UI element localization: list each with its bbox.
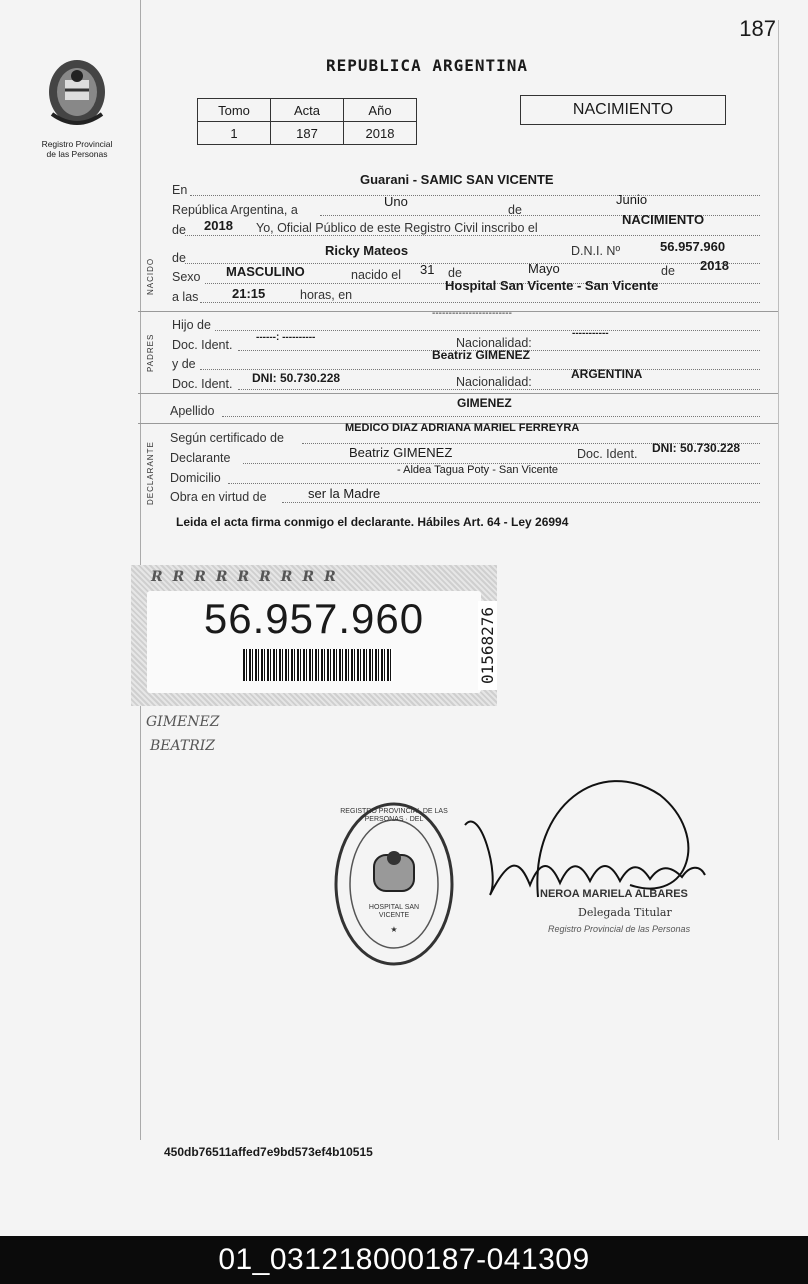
domicilio-label: Domicilio (170, 471, 221, 485)
horas-label: horas, en (300, 288, 353, 302)
father-doc-label: Doc. Ident. (172, 338, 233, 352)
page-number: 187 (739, 16, 776, 41)
declarante-doc: DNI: 50.730.228 (652, 441, 741, 455)
child-name: Ricky Mateos (325, 243, 409, 258)
official-stamp (332, 800, 456, 968)
father-name: ------------------------ (432, 308, 512, 319)
dotted-line (200, 302, 760, 303)
mother-nationality-label: Nacionalidad: (456, 375, 532, 389)
father-nationality: ----------- (572, 328, 609, 339)
act-month: Junio (616, 192, 648, 207)
stamp-icon (332, 800, 456, 968)
republica-label: República Argentina, a (172, 203, 298, 217)
dotted-line (185, 235, 760, 236)
handwritten-line-2: BEATRIZ (150, 738, 215, 754)
document-title: REPUBLICA ARGENTINA (326, 56, 529, 75)
inscription-type: NACIMIENTO (622, 212, 705, 227)
sexo-label: Sexo (172, 270, 201, 284)
logo-caption-2: de las Personas (46, 149, 108, 159)
dotted-line (222, 416, 760, 417)
obra-value: ser la Madre (308, 486, 381, 501)
coat-of-arms-icon (40, 52, 114, 132)
section-divider (138, 393, 778, 394)
act-day: Uno (384, 194, 408, 209)
father-nationality-label: Nacionalidad: (456, 336, 532, 350)
dotted-line (238, 389, 760, 390)
handwritten-line-1: GIMENEZ (146, 714, 220, 730)
dotted-line (282, 502, 760, 503)
dni-sticker (131, 565, 497, 706)
father-doc: ------: ---------- (256, 332, 316, 343)
document-hash: 450db76511affed7e9bd573ef4b10515 (164, 1145, 373, 1159)
declarante-doc-label: Doc. Ident. (577, 447, 638, 461)
domicilio-value: - Aldea Tagua Poty - San Vicente (397, 464, 559, 476)
ref-header-acta: Acta (271, 99, 344, 122)
act-place: Guarani - SAMIC SAN VICENTE (360, 172, 554, 187)
dotted-line (228, 483, 760, 484)
child-sex: MASCULINO (226, 264, 305, 279)
de2-label: de (172, 223, 186, 237)
official-name: NEROA MARIELA ALBARES (540, 888, 688, 900)
ref-value-ano: 2018 (344, 122, 417, 145)
nacido-de-label: de (172, 251, 186, 265)
apellido-label: Apellido (170, 404, 215, 418)
oficial-text: Yo, Oficial Público de este Registro Civil inscribo el (256, 221, 538, 235)
reference-table (197, 98, 417, 145)
dni-number: 56.957.960 (203, 595, 425, 642)
a-las-label: a las (172, 290, 199, 304)
left-stub (0, 0, 141, 1140)
de-label: de (508, 203, 522, 217)
section-declarante-label: DECLARANTE (146, 441, 155, 505)
dotted-line (200, 369, 760, 370)
bottom-code: 01_031218000187-041309 (218, 1243, 590, 1276)
official-role: Delegada Titular (578, 906, 672, 919)
mother-doc-label: Doc. Ident. (172, 377, 233, 391)
declarante-label: Declarante (170, 451, 231, 465)
svg-text:★: ★ (390, 925, 398, 934)
logo-caption-1: Registro Provincial (41, 139, 113, 149)
official-subtitle: Registro Provincial de las Personas (548, 924, 691, 934)
birth-day: 31 (420, 262, 435, 277)
act-year: 2018 (204, 218, 233, 233)
registry-logo (40, 52, 114, 159)
certificado-value: MEDICO DIAZ ADRIANA MARIEL FERREYRA (345, 422, 580, 434)
ref-value-tomo: 1 (198, 122, 271, 145)
mother-name: Beatriz GIMENEZ (432, 348, 531, 362)
barcode-icon (243, 649, 393, 681)
declarante-value: Beatriz GIMENEZ (349, 445, 453, 460)
y-de-label: y de (172, 357, 196, 371)
obra-label: Obra en virtud de (170, 490, 267, 504)
ref-header-tomo: Tomo (198, 99, 271, 122)
birth-place: Hospital San Vicente - San Vicente (445, 278, 659, 293)
ref-header-ano: Año (344, 99, 417, 122)
dotted-line (190, 195, 760, 196)
en-label: En (172, 183, 188, 197)
birth-month: Mayo (528, 261, 560, 276)
ref-value-acta: 187 (271, 122, 344, 145)
r-strip: RRRRRRRRR (151, 569, 346, 585)
child-dni: 56.957.960 (660, 239, 726, 254)
birth-time: 21:15 (232, 286, 266, 301)
dotted-line (215, 330, 760, 331)
dni-serial: 01568276 (478, 601, 497, 690)
de-label-2: de (448, 266, 462, 280)
apellido-value: GIMENEZ (457, 396, 512, 410)
mother-doc: DNI: 50.730.228 (252, 371, 341, 385)
nacido-el-label: nacido el (351, 268, 402, 282)
hijo-de-label: Hijo de (172, 318, 211, 332)
stamp-center-text: HOSPITAL SAN VICENTE (368, 904, 420, 919)
dni-label: D.N.I. Nº (571, 244, 621, 258)
stamp-ring-text: REGISTRO PROVINCIAL DE LAS PERSONAS · DEL (340, 808, 448, 823)
mother-nationality: ARGENTINA (571, 367, 643, 381)
bottom-code-bar (0, 1236, 808, 1284)
section-padres-label: PADRES (146, 333, 155, 372)
footer-statement: Leida el acta firma conmigo el declarante. Hábiles Art. 64 - Ley 26994 (176, 515, 569, 529)
document-type-box: NACIMIENTO (520, 95, 726, 125)
de-label-3: de (661, 264, 675, 278)
section-nacido-label: NACIDO (146, 257, 155, 295)
birth-year: 2018 (700, 258, 729, 273)
dni-inner (147, 591, 481, 693)
right-border (778, 20, 779, 1140)
certificado-label: Según certificado de (170, 431, 284, 445)
